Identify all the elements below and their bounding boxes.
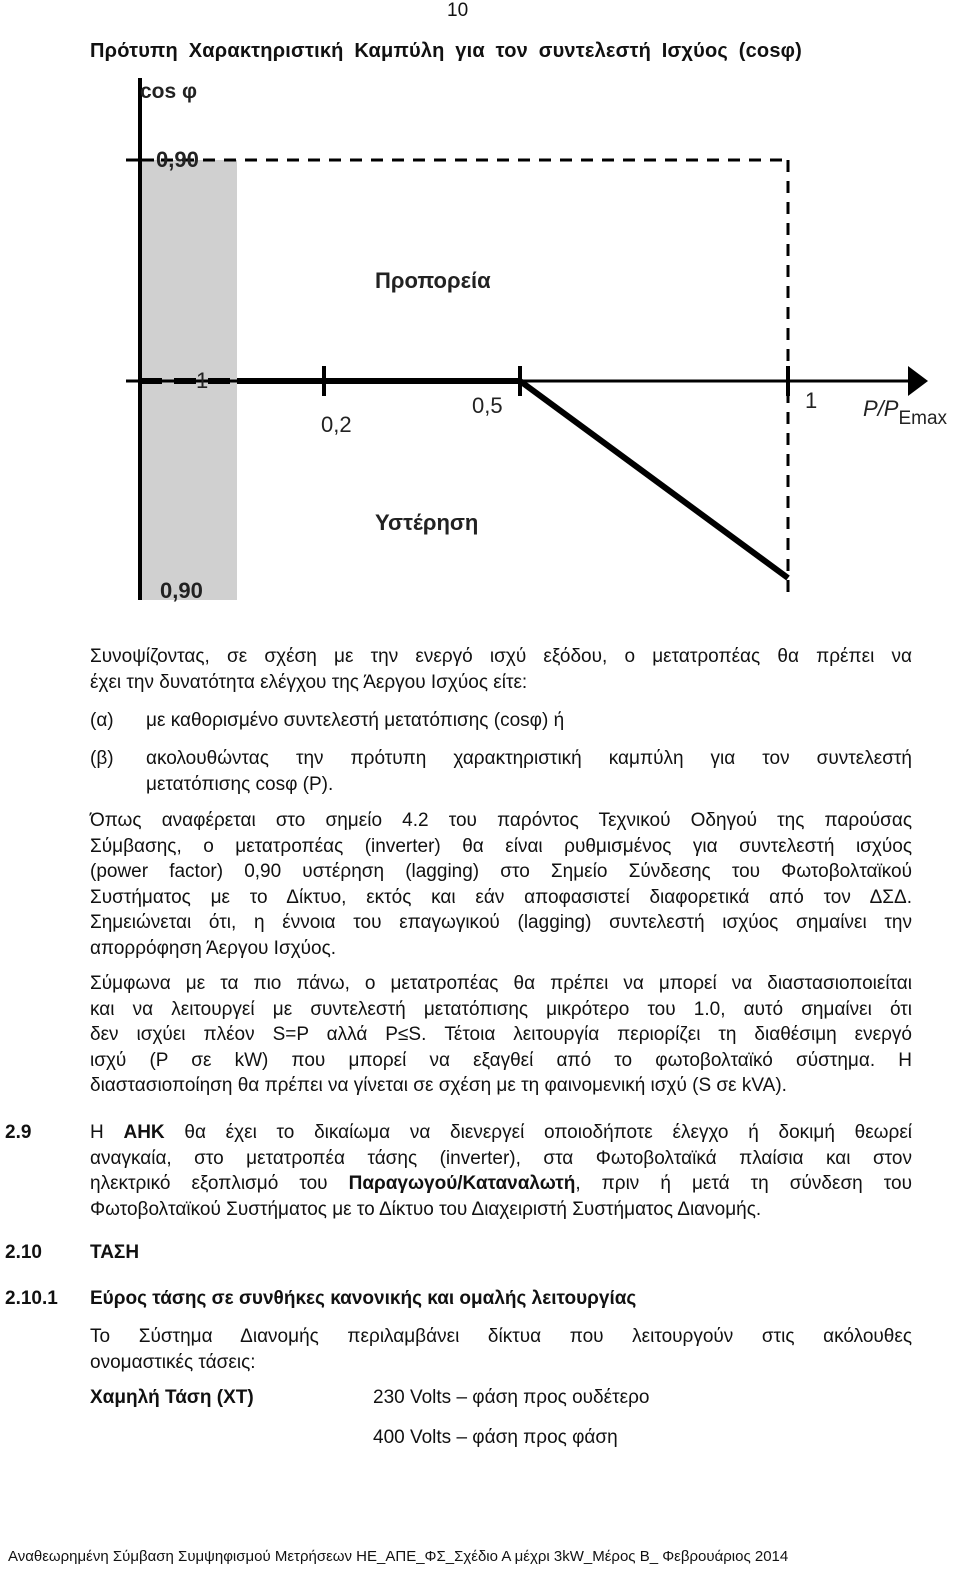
section-2-10-1-title: Εύρος τάσης σε συνθήκες κανονικής και ομαλής λειτουργίας bbox=[90, 1288, 637, 1309]
sizing-paragraph bbox=[90, 971, 912, 1099]
page-number: 10 bbox=[447, 0, 469, 21]
p2-line-6: απορρόφηση Άεργου Ισχύος. bbox=[90, 937, 337, 959]
x-axis-arrow bbox=[908, 366, 928, 396]
p2-line-2: Σύμβασης, ο μετατροπέας (inverter) θα είναι ρυθμισμένος για συντελεστή ισχύος bbox=[90, 835, 912, 857]
summary-paragraph bbox=[90, 644, 912, 695]
section-2-9-number: 2.9 bbox=[5, 1122, 32, 1143]
curve-sloped bbox=[520, 381, 788, 578]
p3-line-5: διαστασιοποίηση θα πρέπει να γίνεται σε σχέση με τη φαινομενική ισχύ (S σε kVA). bbox=[90, 1075, 787, 1097]
item-a-label: (α) bbox=[90, 710, 114, 731]
page-heading: Πρότυπη Χαρακτηριστική Καμπύλη για τον συντελεστή Ισχύος (cosφ) bbox=[90, 40, 803, 62]
y-top-value: 0,90 bbox=[156, 147, 199, 172]
sec29-line-3 bbox=[90, 1171, 912, 1197]
region-leading-label: Προπορεία bbox=[375, 268, 491, 293]
section-2-10-number: 2.10 bbox=[5, 1242, 42, 1263]
y-axis-label: cos φ bbox=[140, 80, 198, 103]
lv-phase-phase: 400 Volts – φάση προς φάση bbox=[373, 1427, 618, 1448]
x-tick-02-label: 0,2 bbox=[321, 412, 352, 437]
sec29-line-4: Φωτοβολταϊκού Συστήματος με το Δίκτυο του Διαχειριστή Συστήματος Διανομής. bbox=[90, 1198, 762, 1220]
sec29-l3-a: ηλεκτρικό εξοπλισμό του bbox=[90, 1173, 349, 1195]
section-2-9-text bbox=[90, 1120, 912, 1222]
sec29-l3-b: , πριν ή μετά τη σύνδεση του bbox=[575, 1173, 912, 1195]
p3-line-4: ισχύ (P σε kW) που μπορεί να εξαγθεί από το φωτοβολταϊκό σύστημα. Η bbox=[90, 1049, 912, 1071]
section-2-10-title: ΤΑΣΗ bbox=[90, 1242, 140, 1263]
cosphi-chart bbox=[100, 70, 960, 610]
sec29-l1-bold: ΑΗΚ bbox=[123, 1122, 165, 1143]
lagging-paragraph bbox=[90, 808, 912, 962]
item-b-line-2: μετατόπισης cosφ (P). bbox=[146, 773, 334, 795]
x-tick-1-label: 1 bbox=[805, 388, 818, 413]
item-a-text: με καθορισμένο συντελεστή μετατόπισης (cosφ) ή bbox=[146, 710, 565, 731]
x-tick-05-label: 0,5 bbox=[472, 393, 503, 418]
sec29-line-1 bbox=[90, 1120, 912, 1146]
p3-line-2: και να λειτουργεί με συντελεστή μετατόπισης μικρότερο του 1.0, αυτό σημαίνει ότι bbox=[90, 998, 912, 1020]
p2-line-5: Σημειώνεται ότι, η έννοια του επαγωγικού (lagging) συντελεστή ισχύος σημαίνει την bbox=[90, 912, 912, 934]
voltage-intro-line-2: ονομαστικές τάσεις: bbox=[90, 1351, 256, 1373]
lv-phase-neutral: 230 Volts – φάση προς ουδέτερο bbox=[373, 1387, 650, 1408]
item-b-label: (β) bbox=[90, 748, 114, 769]
x-axis-label bbox=[863, 396, 948, 429]
region-lagging-label: Υστέρηση bbox=[375, 510, 479, 535]
item-b-text bbox=[146, 746, 912, 797]
item-b-line-1: ακολουθώντας την πρότυπη χαρακτηριστική καμπύλη για τον συντελεστή bbox=[146, 748, 912, 769]
sec29-l1-a: Η bbox=[90, 1122, 124, 1143]
low-voltage-label: Χαμηλή Τάση (ΧΤ) bbox=[90, 1387, 254, 1408]
section-2-10-1-number: 2.10.1 bbox=[5, 1288, 58, 1309]
voltage-intro bbox=[90, 1324, 912, 1375]
voltage-intro-line-1: Το Σύστημα Διανομής περιλαμβάνει δίκτυα που λειτουργούν στις ακόλουθες bbox=[90, 1326, 912, 1347]
summary-line-2: έχει την δυνατότητα ελέγχου της Άεργου Ισχύος είτε: bbox=[90, 671, 528, 693]
p2-line-3: (power factor) 0,90 υστέρηση (lagging) στο Σημείο Σύνδεσης του Φωτοβολταϊκού bbox=[90, 861, 912, 883]
page-footer: Αναθεωρημένη Σύμβαση Συμψηφισμού Μετρήσεων ΗΕ_ΑΠΕ_ΦΣ_Σχέδιο Α μέχρι 3kW_Μέρος Β_ Φεβρουάριος 2014 bbox=[8, 1548, 789, 1565]
sec29-l3-bold: Παραγωγού/Καταναλωτή bbox=[348, 1173, 576, 1195]
sec29-l1-b: θα έχει το δικαίωμα να διενεργεί οποιοδήποτε έλεγχο ή δοκιμή θεωρεί bbox=[164, 1122, 913, 1143]
y-mid-value: 1 bbox=[196, 368, 209, 393]
p2-line-4: Συστήματος με το Δίκτυο, εκτός και εάν αποφασιστεί διαφορετικά από τον ΔΣΔ. bbox=[90, 886, 912, 908]
p3-line-1: Σύμφωνα με τα πιο πάνω, ο μετατροπέας θα πρέπει να μπορεί να διαστασιοποιείται bbox=[90, 973, 912, 994]
p2-line-1: Όπως αναφέρεται στο σημείο 4.2 του παρόντος Τεχνικού Οδηγού της παρούσας bbox=[90, 810, 912, 831]
x-axis-label-main: P/P bbox=[863, 396, 899, 421]
p3-line-3: δεν ισχύει πλέον S=P αλλά P≤S. Τέτοια λειτουργία περιορίζει τη διαθέσιμη ενεργό bbox=[90, 1024, 912, 1046]
x-axis-label-sub: Emax bbox=[898, 408, 948, 429]
y-bottom-value: 0,90 bbox=[160, 578, 203, 603]
summary-line-1: Συνοψίζοντας, σε σχέση με την ενεργό ισχύ εξόδου, ο μετατροπέας θα πρέπει να bbox=[90, 646, 912, 667]
sec29-line-2: αναγκαία, στο μετατροπέα τάσης (inverter), στα Φωτοβολταϊκά πλαίσια και στον bbox=[90, 1147, 912, 1169]
